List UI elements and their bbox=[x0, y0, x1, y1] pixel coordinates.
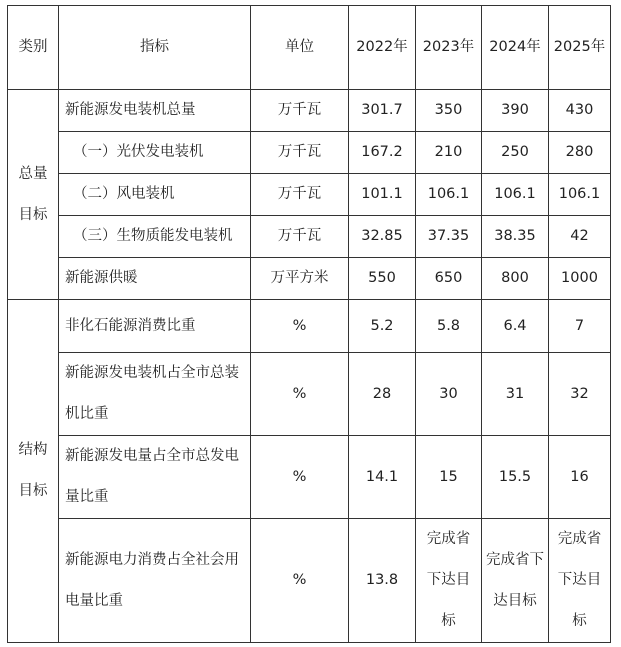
table-row bbox=[8, 519, 611, 643]
value-cell: 32.85 bbox=[349, 216, 416, 258]
value-cell: 14.1 bbox=[349, 436, 416, 519]
value-cell: 30 bbox=[416, 353, 482, 436]
header-year-2025: 2025年 bbox=[549, 6, 611, 90]
indicator-cell: 新能源电力消费占全社会用电量比重 bbox=[59, 519, 251, 643]
table-row bbox=[8, 300, 611, 353]
unit-cell: 万平方米 bbox=[251, 258, 349, 300]
value-cell: 完成省下达目标 bbox=[416, 519, 482, 643]
table-row bbox=[8, 436, 611, 519]
value-cell: 167.2 bbox=[349, 132, 416, 174]
unit-cell: 万千瓦 bbox=[251, 90, 349, 132]
value-cell: 106.1 bbox=[482, 174, 549, 216]
value-cell: 430 bbox=[549, 90, 611, 132]
table-row bbox=[8, 174, 611, 216]
indicator-cell: 新能源发电装机占全市总装机比重 bbox=[59, 353, 251, 436]
indicator-cell: （三）生物质能发电装机 bbox=[59, 216, 251, 258]
category-cell: 结构目标 bbox=[8, 300, 59, 643]
unit-cell: 万千瓦 bbox=[251, 216, 349, 258]
category-cell: 总量目标 bbox=[8, 90, 59, 300]
value-cell: 完成省下达目标 bbox=[549, 519, 611, 643]
value-cell: 106.1 bbox=[549, 174, 611, 216]
value-cell: 16 bbox=[549, 436, 611, 519]
table-row bbox=[8, 132, 611, 174]
unit-cell: % bbox=[251, 353, 349, 436]
value-cell: 37.35 bbox=[416, 216, 482, 258]
value-cell: 210 bbox=[416, 132, 482, 174]
header-indicator: 指标 bbox=[59, 6, 251, 90]
table-row bbox=[8, 216, 611, 258]
indicator-cell: 非化石能源消费比重 bbox=[59, 300, 251, 353]
value-cell: 28 bbox=[349, 353, 416, 436]
value-cell: 6.4 bbox=[482, 300, 549, 353]
value-cell: 250 bbox=[482, 132, 549, 174]
value-cell: 800 bbox=[482, 258, 549, 300]
value-cell: 350 bbox=[416, 90, 482, 132]
value-cell: 42 bbox=[549, 216, 611, 258]
value-cell: 5.2 bbox=[349, 300, 416, 353]
indicator-cell: 新能源供暖 bbox=[59, 258, 251, 300]
value-cell: 15.5 bbox=[482, 436, 549, 519]
value-cell: 101.1 bbox=[349, 174, 416, 216]
indicator-cell: 新能源发电量占全市总发电量比重 bbox=[59, 436, 251, 519]
indicator-cell: （一）光伏发电装机 bbox=[59, 132, 251, 174]
unit-cell: 万千瓦 bbox=[251, 174, 349, 216]
value-cell: 550 bbox=[349, 258, 416, 300]
value-cell: 31 bbox=[482, 353, 549, 436]
value-cell: 15 bbox=[416, 436, 482, 519]
unit-cell: 万千瓦 bbox=[251, 132, 349, 174]
value-cell: 32 bbox=[549, 353, 611, 436]
header-category: 类别 bbox=[8, 6, 59, 90]
value-cell: 650 bbox=[416, 258, 482, 300]
indicator-cell: 新能源发电装机总量 bbox=[59, 90, 251, 132]
header-year-2024: 2024年 bbox=[482, 6, 549, 90]
table-row bbox=[8, 353, 611, 436]
value-cell: 完成省下达目标 bbox=[482, 519, 549, 643]
targets-table bbox=[7, 5, 611, 643]
unit-cell: % bbox=[251, 436, 349, 519]
table-row bbox=[8, 90, 611, 132]
header-unit: 单位 bbox=[251, 6, 349, 90]
indicator-cell: （二）风电装机 bbox=[59, 174, 251, 216]
value-cell: 301.7 bbox=[349, 90, 416, 132]
table-row bbox=[8, 258, 611, 300]
value-cell: 1000 bbox=[549, 258, 611, 300]
unit-cell: % bbox=[251, 519, 349, 643]
header-row bbox=[8, 6, 611, 90]
value-cell: 280 bbox=[549, 132, 611, 174]
value-cell: 390 bbox=[482, 90, 549, 132]
header-year-2023: 2023年 bbox=[416, 6, 482, 90]
value-cell: 13.8 bbox=[349, 519, 416, 643]
header-year-2022: 2022年 bbox=[349, 6, 416, 90]
unit-cell: % bbox=[251, 300, 349, 353]
value-cell: 106.1 bbox=[416, 174, 482, 216]
value-cell: 7 bbox=[549, 300, 611, 353]
value-cell: 5.8 bbox=[416, 300, 482, 353]
value-cell: 38.35 bbox=[482, 216, 549, 258]
